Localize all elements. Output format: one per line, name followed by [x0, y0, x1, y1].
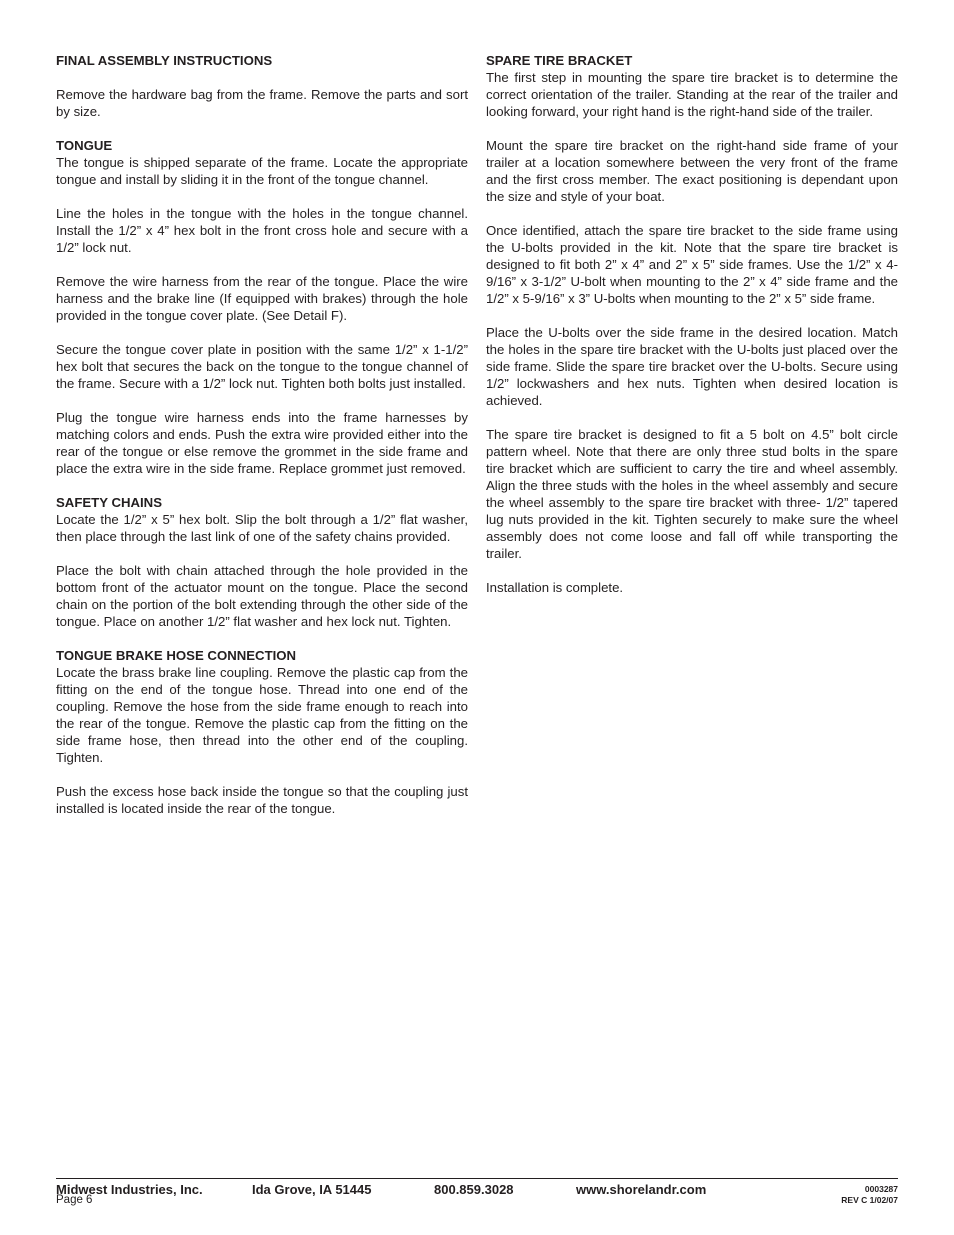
section-heading-final-assembly: FINAL ASSEMBLY INSTRUCTIONS — [56, 53, 273, 68]
section-heading-brake-hose: TONGUE BRAKE HOSE CONNECTION — [56, 648, 297, 663]
spare-tire-paragraph: Place the U-bolts over the side frame in the desired location. Match the holes in the spare tire bracket with the U-bolts just placed over the side frame. Slide the spare tire bracket over the U-bolts. Secure using 1/2” lockwashers and hex nuts. Tighten when desired location is achieved. — [486, 325, 898, 408]
tongue-paragraph: The tongue is shipped separate of the frame. Locate the appropriate tongue and install by sliding it in the front of the tongue channel. — [56, 155, 468, 187]
document-number: 0003287 — [864, 1184, 898, 1194]
footer-city: Ida Grove, IA 51445 — [252, 1182, 372, 1197]
tongue-paragraph: Secure the tongue cover plate in position with the same 1/2” x 1-1/2” hex bolt that secures the back on the tongue to the tongue channel of the frame. Secure with a 1/2” lock nut. Tighten both bolts just installed. — [56, 342, 468, 391]
safety-chains-paragraph: Place the bolt with chain attached through the hole provided in the bottom front of the actuator mount on the tongue. Place the second chain on the portion of the bolt extending through the other side of the tongue. Place on another 1/2” flat washer and hex lock nut. Tighten. — [56, 563, 468, 629]
footer-company: Midwest Industries, Inc. — [56, 1182, 203, 1197]
brake-hose-paragraph: Locate the brass brake line coupling. Remove the plastic cap from the fitting on the end of the tongue hose. Thread into one end of the coupling. Remove the hose from the side frame enough to reach into the rear of the tongue. Remove the plastic cap from the fitting on the side frame hose, then thread into the other end of the coupling. Tighten. — [56, 665, 468, 765]
tongue-paragraph: Line the holes in the tongue with the holes in the tongue channel. Install the 1/2” x 4” hex bolt in the front cross hole and secure with a 1/2” lock nut. — [56, 206, 468, 255]
footer-divider — [56, 1178, 898, 1179]
spare-tire-paragraph: The first step in mounting the spare tire bracket is to determine the correct orientation of the trailer. Standing at the rear of the trailer and looking forward, your right hand is the right-hand side of the trailer. — [486, 70, 898, 119]
left-column — [56, 52, 468, 834]
brake-hose-paragraph: Push the excess hose back inside the tongue so that the coupling just installed is located inside the rear of the tongue. — [56, 784, 468, 816]
spare-tire-paragraph: Installation is complete. — [486, 580, 624, 595]
right-column — [486, 52, 898, 613]
revision-label: REV C 1/02/07 — [841, 1195, 898, 1205]
spare-tire-paragraph: Mount the spare tire bracket on the right-hand side frame of your trailer at a location somewhere between the very front of the frame and the first cross member. The exact positioning is dependant upon the size and style of your boat. — [486, 138, 898, 204]
document-info — [841, 1184, 898, 1206]
tongue-section — [56, 137, 468, 477]
section-heading-spare-tire: SPARE TIRE BRACKET — [486, 53, 633, 68]
safety-chains-section — [56, 494, 468, 630]
section-heading-tongue: TONGUE — [56, 138, 113, 153]
tongue-paragraph: Remove the wire harness from the rear of the tongue. Place the wire harness and the brake line (If equipped with brakes) through the hole provided in the tongue cover plate. (See Detail F). — [56, 274, 468, 323]
spare-tire-paragraph: The spare tire bracket is designed to fit a 5 bolt on 4.5” bolt circle pattern wheel. Note that there are only three stud bolts in the spare tire bracket which are sufficient to carry the tire and wheel assembly. Align the three studs with the holes in the wheel assembly and secure the wheel assembly to the spare tire bracket with three- 1/2” tapered lug nuts provided in the kit. Tighten securely to make sure the wheel assembly does not come loose and fall off while transporting the trailer. — [486, 427, 898, 561]
brake-hose-section — [56, 647, 468, 817]
footer-phone: 800.859.3028 — [434, 1182, 514, 1197]
safety-chains-paragraph: Locate the 1/2” x 5” hex bolt. Slip the bolt through a 1/2” flat washer, then place through the last link of one of the safety chains provided. — [56, 512, 468, 544]
section-heading-safety-chains: SAFETY CHAINS — [56, 495, 163, 510]
spare-tire-section — [486, 52, 898, 596]
page-number: Page 6 — [56, 1194, 93, 1206]
final-assembly-section — [56, 52, 468, 120]
spare-tire-paragraph: Once identified, attach the spare tire bracket to the side frame using the U-bolts provided in the kit. Note that the spare tire bracket is designed to fit both 2” x 4” and 2” x 5” side frames. Use the 1/2” x 4-9/16” x 3-1/2” U-bolt when mounting to the 2” x 4” side frame and the 1/2” x 5-9/16” x 3” U-bolts when mounting to the 2” x 5” side frame. — [486, 223, 898, 306]
footer-website: www.shorelandr.com — [576, 1182, 707, 1197]
intro-paragraph: Remove the hardware bag from the frame. Remove the parts and sort by size. — [56, 87, 468, 119]
tongue-paragraph: Plug the tongue wire harness ends into the frame harnesses by matching colors and ends. Push the extra wire provided either into the rear of the tongue or else remove the grommet in the side frame and place the extra wire in the side frame. Replace grommet just removed. — [56, 410, 468, 476]
